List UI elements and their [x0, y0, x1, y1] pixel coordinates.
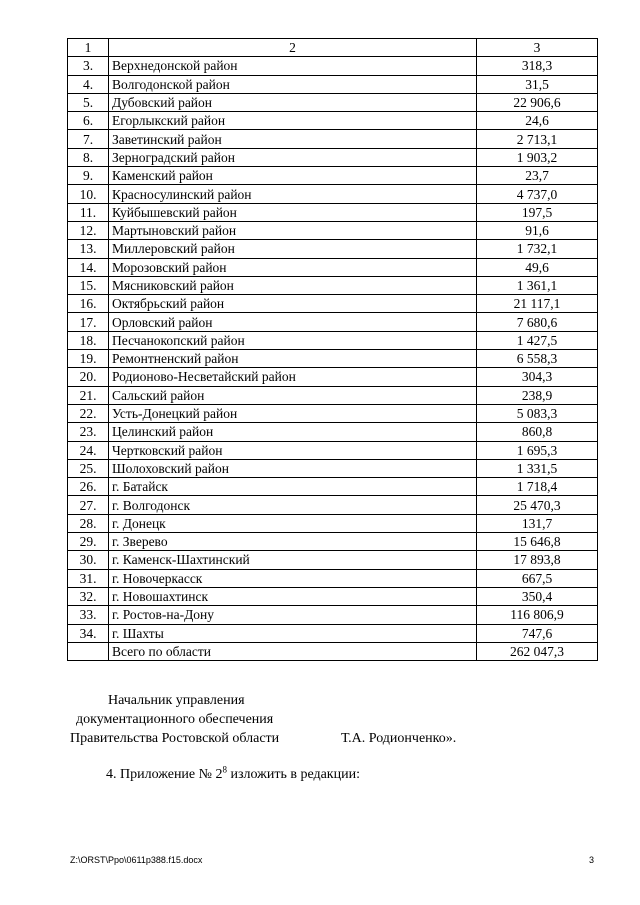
- amount-cell: 25 470,3: [477, 496, 598, 514]
- row-number-cell: 12.: [68, 221, 109, 239]
- table-row: [68, 203, 598, 221]
- table-row: [68, 112, 598, 130]
- amount-cell: 2 713,1: [477, 130, 598, 148]
- total-empty-cell: [68, 642, 109, 660]
- district-name-cell: Целинский район: [109, 423, 477, 441]
- amount-cell: 238,9: [477, 386, 598, 404]
- total-label-cell: Всего по области: [109, 642, 477, 660]
- row-number-cell: 8.: [68, 148, 109, 166]
- district-name-cell: Волгодонской район: [109, 75, 477, 93]
- instruction-text: 4. Приложение № 2: [106, 767, 223, 782]
- row-number-cell: 25.: [68, 459, 109, 477]
- district-name-cell: Каменский район: [109, 167, 477, 185]
- district-name-cell: Егорлыкский район: [109, 112, 477, 130]
- table-row: [68, 404, 598, 422]
- row-number-cell: 22.: [68, 404, 109, 422]
- table-row: [68, 185, 598, 203]
- amount-cell: 1 331,5: [477, 459, 598, 477]
- row-number-cell: 19.: [68, 350, 109, 368]
- table-row: [68, 331, 598, 349]
- row-number-cell: 28.: [68, 514, 109, 532]
- table-row: [68, 624, 598, 642]
- table-row: [68, 93, 598, 111]
- amount-cell: 17 893,8: [477, 551, 598, 569]
- amount-cell: 21 117,1: [477, 295, 598, 313]
- amount-cell: 860,8: [477, 423, 598, 441]
- amount-cell: 91,6: [477, 221, 598, 239]
- instruction-text-end: изложить в редакции:: [227, 767, 360, 782]
- table-row: [68, 313, 598, 331]
- district-name-cell: Красносулинский район: [109, 185, 477, 203]
- district-name-cell: Чертковский район: [109, 441, 477, 459]
- row-number-cell: 20.: [68, 368, 109, 386]
- row-number-cell: 15.: [68, 276, 109, 294]
- table-row: [68, 587, 598, 605]
- row-number-cell: 29.: [68, 533, 109, 551]
- district-name-cell: Шолоховский район: [109, 459, 477, 477]
- row-number-cell: 11.: [68, 203, 109, 221]
- district-name-cell: Усть-Донецкий район: [109, 404, 477, 422]
- amount-cell: 15 646,8: [477, 533, 598, 551]
- amount-cell: 1 903,2: [477, 148, 598, 166]
- signature-title-line2: документационного обеспечения: [76, 712, 274, 727]
- table-row: [68, 221, 598, 239]
- row-number-cell: 16.: [68, 295, 109, 313]
- row-number-cell: 24.: [68, 441, 109, 459]
- row-number-cell: 6.: [68, 112, 109, 130]
- row-number-cell: 18.: [68, 331, 109, 349]
- amount-cell: 1 718,4: [477, 478, 598, 496]
- row-number-cell: 10.: [68, 185, 109, 203]
- district-name-cell: Сальский район: [109, 386, 477, 404]
- district-name-cell: Морозовский район: [109, 258, 477, 276]
- row-number-cell: 27.: [68, 496, 109, 514]
- amount-cell: 350,4: [477, 587, 598, 605]
- row-number-cell: 33.: [68, 606, 109, 624]
- table-row: [68, 368, 598, 386]
- district-name-cell: Куйбышевский район: [109, 203, 477, 221]
- signature-title-line3: Правительства Ростовской области: [70, 731, 280, 746]
- district-name-cell: г. Волгодонск: [109, 496, 477, 514]
- row-number-cell: 32.: [68, 587, 109, 605]
- district-name-cell: г. Донецк: [109, 514, 477, 532]
- amount-cell: 4 737,0: [477, 185, 598, 203]
- district-name-cell: г. Батайск: [109, 478, 477, 496]
- table-row: [68, 386, 598, 404]
- amount-cell: 49,6: [477, 258, 598, 276]
- row-number-cell: 3.: [68, 57, 109, 75]
- district-name-cell: г. Шахты: [109, 624, 477, 642]
- district-name-cell: Заветинский район: [109, 130, 477, 148]
- row-number-cell: 9.: [68, 167, 109, 185]
- row-number-cell: 26.: [68, 478, 109, 496]
- row-number-cell: 13.: [68, 240, 109, 258]
- row-number-cell: 30.: [68, 551, 109, 569]
- table-row: [68, 496, 598, 514]
- amount-cell: 7 680,6: [477, 313, 598, 331]
- table-row: [68, 459, 598, 477]
- header-cell: 1: [68, 39, 109, 57]
- amount-cell: 747,6: [477, 624, 598, 642]
- row-number-cell: 17.: [68, 313, 109, 331]
- table-row: [68, 350, 598, 368]
- table-row: [68, 551, 598, 569]
- row-number-cell: 31.: [68, 569, 109, 587]
- district-name-cell: Октябрьский район: [109, 295, 477, 313]
- signature-title-line1: Начальник управления: [108, 693, 245, 708]
- district-name-cell: Дубовский район: [109, 93, 477, 111]
- signature-name: Т.А. Родионченко».: [341, 731, 457, 746]
- row-number-cell: 5.: [68, 93, 109, 111]
- table-row: [68, 258, 598, 276]
- allocation-table: [67, 38, 598, 661]
- table-row: [68, 240, 598, 258]
- table-row: [68, 423, 598, 441]
- table-row: [68, 478, 598, 496]
- total-value-cell: 262 047,3: [477, 642, 598, 660]
- district-name-cell: Родионово-Несветайский район: [109, 368, 477, 386]
- district-name-cell: Песчанокопский район: [109, 331, 477, 349]
- amount-cell: 1 695,3: [477, 441, 598, 459]
- amount-cell: 5 083,3: [477, 404, 598, 422]
- amount-cell: 23,7: [477, 167, 598, 185]
- table-row: [68, 57, 598, 75]
- row-number-cell: 7.: [68, 130, 109, 148]
- district-name-cell: Верхнедонской район: [109, 57, 477, 75]
- table-row: [68, 533, 598, 551]
- amount-cell: 1 361,1: [477, 276, 598, 294]
- row-number-cell: 21.: [68, 386, 109, 404]
- total-row: [68, 642, 598, 660]
- district-name-cell: Орловский район: [109, 313, 477, 331]
- header-cell: 3: [477, 39, 598, 57]
- table-row: [68, 514, 598, 532]
- amount-cell: 1 732,1: [477, 240, 598, 258]
- district-name-cell: Мартыновский район: [109, 221, 477, 239]
- amount-cell: 24,6: [477, 112, 598, 130]
- amount-cell: 6 558,3: [477, 350, 598, 368]
- row-number-cell: 4.: [68, 75, 109, 93]
- amount-cell: 1 427,5: [477, 331, 598, 349]
- district-name-cell: Миллеровский район: [109, 240, 477, 258]
- amount-cell: 116 806,9: [477, 606, 598, 624]
- footer-page-number: 3: [589, 855, 595, 865]
- row-number-cell: 23.: [68, 423, 109, 441]
- table-row: [68, 148, 598, 166]
- district-name-cell: г. Новошахтинск: [109, 587, 477, 605]
- district-name-cell: г. Зверево: [109, 533, 477, 551]
- table-row: [68, 276, 598, 294]
- row-number-cell: 34.: [68, 624, 109, 642]
- footer-file-path: Z:\ORST\Ppo\0611p388.f15.docx: [70, 855, 203, 865]
- amount-cell: 131,7: [477, 514, 598, 532]
- district-name-cell: г. Ростов-на-Дону: [109, 606, 477, 624]
- table-row: [68, 441, 598, 459]
- table-row: [68, 295, 598, 313]
- district-name-cell: г. Новочеркасск: [109, 569, 477, 587]
- table-row: [68, 569, 598, 587]
- row-number-cell: 14.: [68, 258, 109, 276]
- amount-cell: 304,3: [477, 368, 598, 386]
- table-row: [68, 75, 598, 93]
- instruction-superscript: 8: [222, 764, 227, 775]
- district-name-cell: Мясниковский район: [109, 276, 477, 294]
- table-row: [68, 167, 598, 185]
- amount-cell: 667,5: [477, 569, 598, 587]
- header-cell: 2: [109, 39, 477, 57]
- district-name-cell: Зерноградский район: [109, 148, 477, 166]
- table-row: [68, 606, 598, 624]
- amount-cell: 22 906,6: [477, 93, 598, 111]
- district-name-cell: Ремонтненский район: [109, 350, 477, 368]
- table-header-row: [68, 39, 598, 57]
- instruction-paragraph: [106, 764, 360, 783]
- amount-cell: 197,5: [477, 203, 598, 221]
- table-row: [68, 130, 598, 148]
- district-name-cell: г. Каменск-Шахтинский: [109, 551, 477, 569]
- amount-cell: 31,5: [477, 75, 598, 93]
- amount-cell: 318,3: [477, 57, 598, 75]
